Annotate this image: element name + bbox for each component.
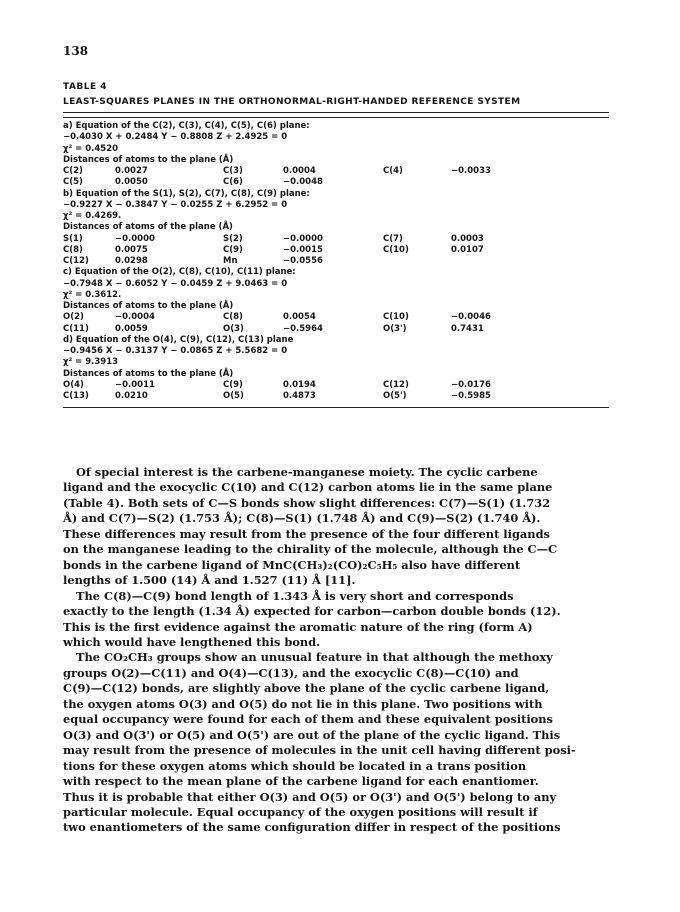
table-cell: −0.5985 xyxy=(451,391,491,401)
table-cell: C(8) xyxy=(63,244,83,255)
body-line: two enantiometers of the same configuration differ in respect of the positions xyxy=(63,820,561,835)
body-line: bonds in the carbene ligand of MnC(CH₃)₂(CO)₂C₅H₅ also have different xyxy=(63,557,521,572)
table-cell: C(4) xyxy=(383,166,403,176)
table-cell: −0.0033 xyxy=(451,166,491,176)
body-line: These differences may result from the presence of the four different ligands xyxy=(63,526,550,541)
body-line: (Table 4). Both sets of C—S bonds show slight differences: C(7)—S(1) (1.732 xyxy=(63,495,551,510)
table-cell: −0.9227 X − 0.3847 Y − 0.0255 Z + 6.2952 = 0 xyxy=(63,199,288,210)
body-line: The C(8)—C(9) bond length of 1.343 Å is very short and corresponds xyxy=(76,588,514,603)
table-cell: 0.0107 xyxy=(451,244,484,255)
table-cell: S(2) xyxy=(223,233,243,244)
table-cell: 0.0004 xyxy=(283,166,316,176)
table-row xyxy=(63,132,609,143)
table-cell: −0.0000 xyxy=(115,233,155,244)
table-cell: −0.0004 xyxy=(115,312,155,323)
table-cell: Distances of atoms to the plane (Å) xyxy=(63,154,234,165)
body-line: The CO₂CH₃ groups show an unusual feature in that although the methoxy xyxy=(76,650,553,665)
table-title: LEAST-SQUARES PLANES IN THE ORTHONORMAL-RIGHT-HANDED REFERENCE SYSTEM xyxy=(63,97,521,107)
table-row xyxy=(63,177,609,188)
table-cell: −0.0011 xyxy=(115,379,155,390)
table-cell: Mn xyxy=(223,256,238,266)
table-cell: 0.0027 xyxy=(115,166,148,176)
table-cell: C(3) xyxy=(223,166,243,176)
table-cell: 0.0210 xyxy=(115,391,148,401)
table-cell: −0.4030 X + 0.2484 Y − 0.8808 Z + 2.4925 = 0 xyxy=(63,132,288,143)
table-cell: χ² = 9.3913 xyxy=(63,357,119,368)
table-cell: −0.0015 xyxy=(283,244,323,255)
table-cell: −0.0176 xyxy=(451,379,491,390)
table-row xyxy=(63,200,609,211)
body-line: which would have lengthened this bond. xyxy=(63,634,321,649)
table-label: TABLE 4 xyxy=(63,82,108,92)
table-row xyxy=(63,256,609,267)
table-top-rule xyxy=(63,112,609,113)
body-line: ligand and the exocyclic C(10) and C(12) carbon atoms lie in the same plane xyxy=(63,480,553,495)
table-cell: C(6) xyxy=(223,177,243,188)
page-number: 138 xyxy=(63,44,89,58)
body-line: Å) and C(7)—S(2) (1.753 Å); C(8)—S(1) (1.748 Å) and C(9)—S(2) (1.740 Å). xyxy=(63,511,541,526)
body-line: may result from the presence of molecules in the unit cell having different posi- xyxy=(63,743,576,758)
body-line: lengths of 1.500 (14) Å and 1.527 (11) Å [11]. xyxy=(63,573,356,588)
table-cell: c) Equation of the O(2), C(8), C(10), C(11) plane: xyxy=(63,267,296,278)
table-cell: C(2) xyxy=(63,166,83,176)
table-cell: 0.0194 xyxy=(283,379,316,390)
table-cell: Distances of atoms to the plane (Å) xyxy=(63,301,234,311)
table-row xyxy=(63,279,609,290)
table-cell: O(3') xyxy=(383,323,407,334)
table-cell: 0.0054 xyxy=(283,312,316,323)
body-line: C(9)—C(12) bonds, are slightly above the plane of the cyclic carbene ligand, xyxy=(63,681,550,696)
table-cell: O(4) xyxy=(63,379,84,390)
table-cell: C(7) xyxy=(383,233,403,244)
table-cell: C(13) xyxy=(63,391,89,401)
body-line: O(3) and O(3') or O(5) and O(5') are out of the plane of the cyclic ligand. This xyxy=(63,727,561,742)
body-line: on the manganese leading to the chirality of the molecule, although the C—C xyxy=(63,542,558,557)
body-line: tions for these oxygen atoms which should be located in a trans position xyxy=(63,758,527,773)
table-cell: C(9) xyxy=(223,244,243,255)
table-row xyxy=(63,312,609,323)
table-cell: C(9) xyxy=(223,379,243,390)
table-cell: C(11) xyxy=(63,323,89,334)
table-cell: S(1) xyxy=(63,233,83,244)
table-row xyxy=(63,324,609,335)
table-cell: 0.0059 xyxy=(115,323,148,334)
table-row xyxy=(63,267,609,278)
table-row xyxy=(63,234,609,245)
table-row xyxy=(63,211,609,222)
table-cell: −0.9456 X − 0.3137 Y − 0.0865 Z + 5.5682 = 0 xyxy=(63,346,288,356)
table-cell: a) Equation of the C(2), C(3), C(4), C(5), C(6) plane: xyxy=(63,121,310,131)
body-line: with respect to the mean plane of the carbene ligand for each enantiomer. xyxy=(63,774,539,789)
table-cell: O(5) xyxy=(223,391,244,401)
table-cell: −0.0000 xyxy=(283,233,323,244)
table-cell: O(5') xyxy=(383,391,407,401)
table-bottom-rule xyxy=(63,407,609,408)
table-row xyxy=(63,335,609,346)
table-row xyxy=(63,121,609,132)
table-cell: C(8) xyxy=(223,312,243,323)
table-row xyxy=(63,391,609,402)
body-line: exactly to the length (1.34 Å) expected for carbon—carbon double bonds (12). xyxy=(63,604,561,619)
table-cell: 0.4873 xyxy=(283,391,316,401)
table-cell: O(3) xyxy=(223,323,244,334)
table-row xyxy=(63,301,609,312)
table-row xyxy=(63,245,609,256)
table-cell: 0.0298 xyxy=(115,256,148,266)
table-cell: Distances of atoms to the plane (Å) xyxy=(63,368,234,379)
table-row xyxy=(63,155,609,166)
table-row xyxy=(63,290,609,301)
body-line: Of special interest is the carbene-manganese moiety. The cyclic carbene xyxy=(76,465,538,479)
table-cell: −0.7948 X − 0.6052 Y − 0.0459 Z + 9.0463 = 0 xyxy=(63,278,288,289)
table-cell: χ² = 0.4269. xyxy=(63,211,122,221)
table-cell: −0.0556 xyxy=(283,256,323,266)
table-cell: O(2) xyxy=(63,312,84,323)
table-cell: Distances of atoms of the plane (Å) xyxy=(63,222,233,233)
body-text xyxy=(63,465,611,836)
table-cell: d) Equation of the O(4), C(9), C(12), C(13) plane xyxy=(63,334,294,345)
table-cell: −0.0048 xyxy=(283,177,323,188)
table-cell: C(10) xyxy=(383,312,409,323)
table-cell: χ² = 0.3612. xyxy=(63,289,122,300)
table-header-rule xyxy=(63,117,609,118)
table-row xyxy=(63,144,609,155)
body-line: equal occupancy were found for each of them and these equivalent positions xyxy=(63,712,553,727)
body-line: the oxygen atoms O(3) and O(5) do not lie in this plane. Two positions with xyxy=(63,696,543,711)
table-cell: −0.5964 xyxy=(283,323,323,334)
table-cell: 0.0050 xyxy=(115,177,148,188)
table-cell: C(12) xyxy=(383,379,409,390)
table-row xyxy=(63,189,609,200)
body-line: Thus it is probable that either O(3) and O(5) or O(3') and O(5') belong to any xyxy=(63,789,557,804)
table-row xyxy=(63,346,609,357)
table-cell: 0.7431 xyxy=(451,323,484,334)
body-line: particular molecule. Equal occupancy of the oxygen positions will result if xyxy=(63,804,538,819)
table-row xyxy=(63,166,609,177)
body-line: This is the first evidence against the aromatic nature of the ring (form A) xyxy=(63,619,533,634)
table-cell: χ² = 0.4520 xyxy=(63,143,119,154)
table-cell: b) Equation of the S(1), S(2), C(7), C(8), C(9) plane: xyxy=(63,188,310,199)
table-cell: 0.0003 xyxy=(451,233,484,244)
table-cell: C(12) xyxy=(63,256,89,266)
table-cell: C(10) xyxy=(383,244,409,255)
table-row xyxy=(63,369,609,380)
table-cell: C(5) xyxy=(63,177,83,188)
planes-table xyxy=(63,121,609,402)
table-row xyxy=(63,380,609,391)
table-row xyxy=(63,222,609,233)
body-line: groups O(2)—C(11) and O(4)—C(13), and the exocyclic C(8)—C(10) and xyxy=(63,665,519,680)
table-row xyxy=(63,357,609,368)
table-cell: 0.0075 xyxy=(115,244,148,255)
table-cell: −0.0046 xyxy=(451,312,491,323)
